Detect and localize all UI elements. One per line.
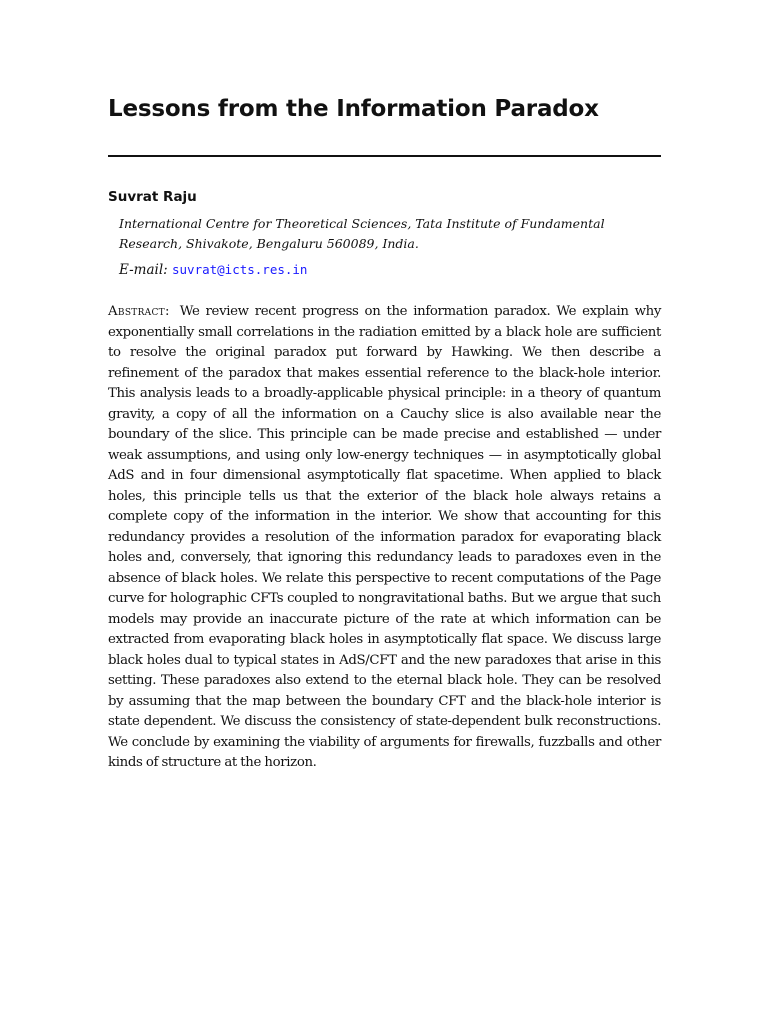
email-label: E-mail: [119, 262, 168, 278]
paper-title: Lessons from the Information Paradox [108, 96, 599, 122]
email-row [119, 262, 307, 278]
abstract [108, 302, 661, 774]
author-affiliation: International Centre for Theoretical Sciences, Tata Institute of Fundamental Research, Shivakote, Bengaluru 560089, India. [119, 216, 605, 251]
title-divider [108, 155, 661, 157]
author-name: Suvrat Raju [108, 189, 197, 205]
abstract-label: Abstract: [108, 304, 170, 319]
abstract-text: We review recent progress on the information paradox. We explain why exponentially small correlations in the radiation emitted by a black hole are sufficient to resolve the original paradox put forward by Hawking. We then describe a refinement of the paradox that makes essential reference to the black-hole interior. This analysis leads to a broadly-applicable physical principle: in a theory of quantum gravity, a copy of all the information on a Cauchy slice is also available near the boundary of the slice. This principle can be made precise and established — under weak assumptions, and using only low-energy techniques — in asymptotically global AdS and in four dimensional asymptotically flat spacetime. When applied to black holes, this principle tells us that the exterior of the black hole always retains a complete copy of the information in the interior. We show that accounting for this redundancy provides a resolution of the information paradox for evaporating black holes and, conversely, that ignoring this redundancy leads to paradoxes even in the absence of black holes. We relate this perspective to recent computations of the Page curve for holographic CFTs coupled to nongravitational baths. But we argue that such models may provide an inaccurate picture of the rate at which information can be extracted from evaporating black holes in asymptotically flat space. We discuss large black holes dual to typical states in AdS/CFT and the new paradoxes that arise in this setting. These paradoxes also extend to the eternal black hole. They can be resolved by assuming that the map between the boundary CFT and the black-hole interior is state dependent. We discuss the consistency of state-dependent bulk reconstructions. We conclude by examining the viability of arguments for firewalls, fuzzballs and other kinds of structure at the horizon. [108, 304, 661, 770]
email-link[interactable]: suvrat@icts.res.in [172, 262, 308, 277]
